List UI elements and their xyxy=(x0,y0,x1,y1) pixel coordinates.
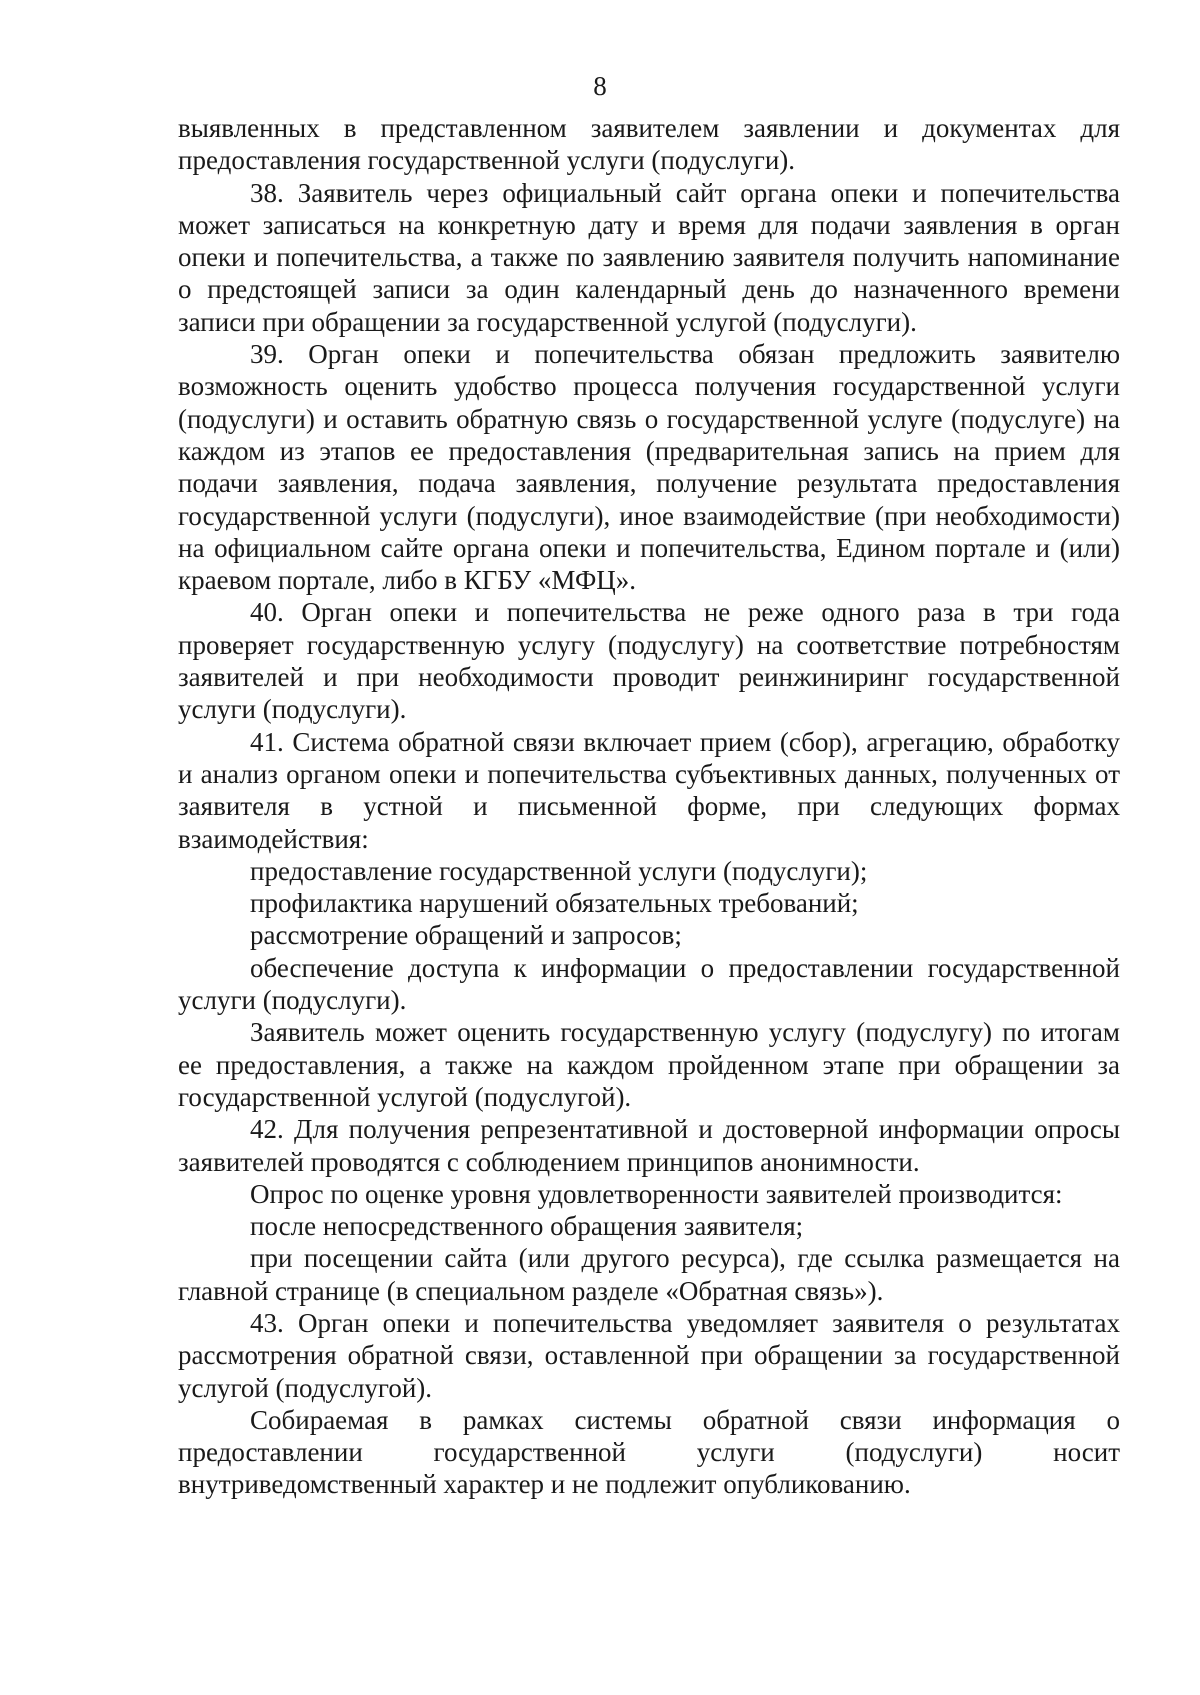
paragraph: 40. Орган опеки и попечительства не реже одного раза в три года проверяет государственную услугу (подуслугу) на соответствие потребностям заявителей и при необходимости проводит реинжиниринг государственной услуги (подуслуги). xyxy=(178,597,1120,725)
paragraph: Собираемая в рамках системы обратной связи информация о предоставлении государственной услуги (подуслуги) носит внутриведомственный характер и не подлежит опубликованию. xyxy=(178,1404,1120,1500)
paragraph: профилактика нарушений обязательных требований; xyxy=(250,888,859,919)
paragraph: 38. Заявитель через официальный сайт органа опеки и попечительства может записаться на конкретную дату и время для подачи заявления в орган опеки и попечительства, а также по заявлению заявителя получить напоминание о предстоящей записи за один календарный день до назначенного времени записи при обращении за государственной услугой (подуслуги). xyxy=(178,177,1120,337)
paragraph: Заявитель может оценить государственную услугу (подуслугу) по итогам ее предоставления, а также на каждом пройденном этапе при обращении за государственной услугой (подуслугой). xyxy=(178,1017,1120,1112)
paragraph: рассмотрение обращений и запросов; xyxy=(250,920,682,951)
paragraph: 43. Орган опеки и попечительства уведомляет заявителя о результатах рассмотрения обратной связи, оставленной при обращении за государственной услугой (подуслугой). xyxy=(178,1307,1120,1403)
page-number: 8 xyxy=(593,71,607,101)
paragraph: Опрос по оценке уровня удовлетворенности заявителей производится: xyxy=(250,1178,1063,1209)
paragraph: обеспечение доступа к информации о предоставлении государственной услуги (подуслуги). xyxy=(178,952,1120,1016)
paragraph: выявленных в представленном заявителем заявлении и документах для предоставления государственной услуги (подуслуги). xyxy=(178,113,1120,176)
paragraph: 41. Система обратной связи включает прием (сбор), агрегацию, обработку и анализ органом опеки и попечительства субъективных данных, полученных от заявителя в устной и письменной форме, при следующих формах взаимодействия: xyxy=(178,726,1120,854)
document-body xyxy=(178,112,1120,1501)
paragraph: при посещении сайта (или другого ресурса), где ссылка размещается на главной странице (в специальном разделе «Обратная связь»). xyxy=(178,1243,1120,1306)
paragraph: предоставление государственной услуги (подуслуги); xyxy=(250,855,868,886)
paragraph: после непосредственного обращения заявителя; xyxy=(250,1211,804,1242)
paragraph: 42. Для получения репрезентативной и достоверной информации опросы заявителей проводятся с соблюдением принципов анонимности. xyxy=(178,1114,1120,1177)
paragraph: 39. Орган опеки и попечительства обязан предложить заявителю возможность оценить удобство процесса получения государственной услуги (подуслуги) и оставить обратную связь о государственной услуге (подуслуге) на каждом из этапов ее предоставления (предварительная запись на прием для подачи заявления, подача заявления, получение результата предоставления государственной услуги (подуслуги), иное взаимодействие (при необходимости) на официальном сайте органа опеки и попечительства, Едином портале и (или) краевом портале, либо в КГБУ «МФЦ». xyxy=(178,339,1120,596)
